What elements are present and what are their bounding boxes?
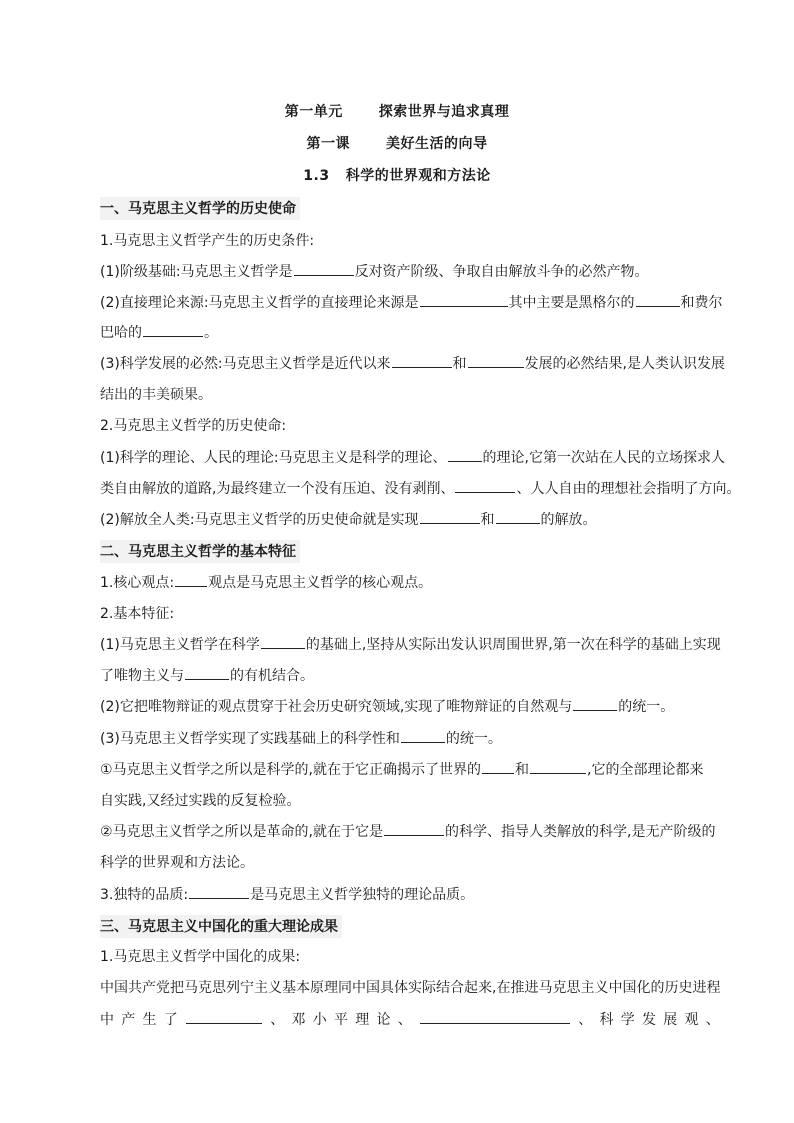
answer-blank[interactable] — [496, 509, 540, 524]
section-heading-3: 三、马克思主义中国化的重大理论成果 — [100, 915, 342, 938]
answer-blank[interactable] — [189, 884, 249, 899]
paragraph-line: 了唯物主义与 的有机结合。 — [100, 665, 314, 685]
paragraph-line: (2)直接理论来源:马克思主义哲学的直接理论来源是 其中主要是黑格尔的 和费尔 — [100, 292, 723, 312]
question-3-1: 1.马克思主义哲学中国化的成果: — [100, 949, 301, 965]
paragraph-line: (1)科学的理论、人民的理论:马克思主义是科学的理论、 的理论,它第一次站在人民的立场探求人 — [100, 447, 725, 467]
section-title — [0, 165, 794, 185]
answer-blank[interactable] — [186, 1009, 262, 1024]
section-heading-2: 二、马克思主义哲学的基本特征 — [100, 540, 300, 563]
answer-blank[interactable] — [420, 1009, 570, 1024]
answer-blank[interactable] — [455, 478, 515, 493]
section-heading-1: 一、马克思主义哲学的历史使命 — [100, 197, 300, 220]
question-1-1: 1.马克思主义哲学产生的历史条件: — [100, 233, 315, 249]
paragraph-line: 中国共产党把马克思列宁主义基本原理同中国具体实际结合起来,在推进马克思主义中国化的历史进程 — [100, 980, 721, 996]
question-2-2: 2.基本特征: — [100, 606, 175, 622]
answer-blank[interactable] — [468, 353, 524, 368]
answer-blank[interactable] — [482, 759, 514, 774]
lesson-name: 美好生活的向导 — [386, 136, 488, 152]
paragraph-line: (3)科学发展的必然:马克思主义哲学是近代以来 和 发展的必然结果,是人类认识发展 — [100, 353, 725, 373]
question-1-2: 2.马克思主义哲学的历史使命: — [100, 418, 287, 434]
lesson-label: 第一课 — [306, 136, 350, 152]
paragraph-line: 自实践,又经过实践的反复检验。 — [100, 793, 301, 809]
answer-blank[interactable] — [143, 322, 203, 337]
answer-blank[interactable] — [636, 292, 680, 307]
paragraph-line: 科学的世界观和方法论。 — [100, 855, 254, 871]
section-number: 1.3 — [303, 168, 330, 184]
paragraph-line: 结出的丰美硕果。 — [100, 387, 212, 403]
answer-blank[interactable] — [175, 572, 207, 587]
question-2-1: 1.核心观点: 观点是马克思主义哲学的核心观点。 — [100, 572, 432, 592]
paragraph-line: (3)马克思主义哲学实现了实践基础上的科学性和 的统一。 — [100, 728, 502, 748]
answer-blank[interactable] — [448, 447, 482, 462]
answer-blank[interactable] — [573, 696, 617, 711]
paragraph-line: (1)马克思主义哲学在科学 的基础上,坚持从实际出发认识周围世界,第一次在科学的基础上实现 — [100, 634, 721, 654]
question-2-3: 3.独特的品质: 是马克思主义哲学独特的理论品质。 — [100, 884, 474, 904]
paragraph-line: (2)解放全人类:马克思主义哲学的历史使命就是实现 和 的解放。 — [100, 509, 597, 529]
answer-blank[interactable] — [294, 261, 354, 276]
answer-blank[interactable] — [530, 759, 586, 774]
paragraph-line: ①马克思主义哲学之所以是科学的,就在于它正确揭示了世界的 和 ,它的全部理论都来 — [100, 759, 703, 779]
answer-blank[interactable] — [185, 665, 229, 680]
answer-blank[interactable] — [384, 821, 444, 836]
unit-name: 探索世界与追求真理 — [378, 104, 510, 120]
answer-blank[interactable] — [420, 509, 480, 524]
paragraph-line: (2)它把唯物辩证的观点贯穿于社会历史研究领域,实现了唯物辩证的自然观与 的统一。 — [100, 696, 674, 716]
answer-blank[interactable] — [392, 353, 452, 368]
answer-blank[interactable] — [261, 634, 305, 649]
paragraph-line: (1)阶级基础:马克思主义哲学是 反对资产阶级、争取自由解放斗争的必然产物。 — [100, 261, 649, 281]
paragraph-line: ②马克思主义哲学之所以是革命的,就在于它是 的科学、指导人类解放的科学,是无产阶级的 — [100, 821, 715, 841]
paragraph-line-justified: 中 产 生 了 、 邓 小 平 理 论 、 、 科 学 发 展 观 、 — [100, 1009, 720, 1029]
paragraph-line: 巴哈的 。 — [100, 322, 218, 342]
lesson-title — [0, 133, 794, 153]
answer-blank[interactable] — [401, 728, 445, 743]
unit-title — [0, 101, 794, 121]
answer-blank[interactable] — [420, 292, 508, 307]
paragraph-line: 类自由解放的道路,为最终建立一个没有压迫、没有剥削、 、人人自由的理想社会指明了方向。 — [100, 478, 740, 498]
unit-label: 第一单元 — [284, 104, 343, 120]
section-name: 科学的世界观和方法论 — [345, 168, 491, 184]
